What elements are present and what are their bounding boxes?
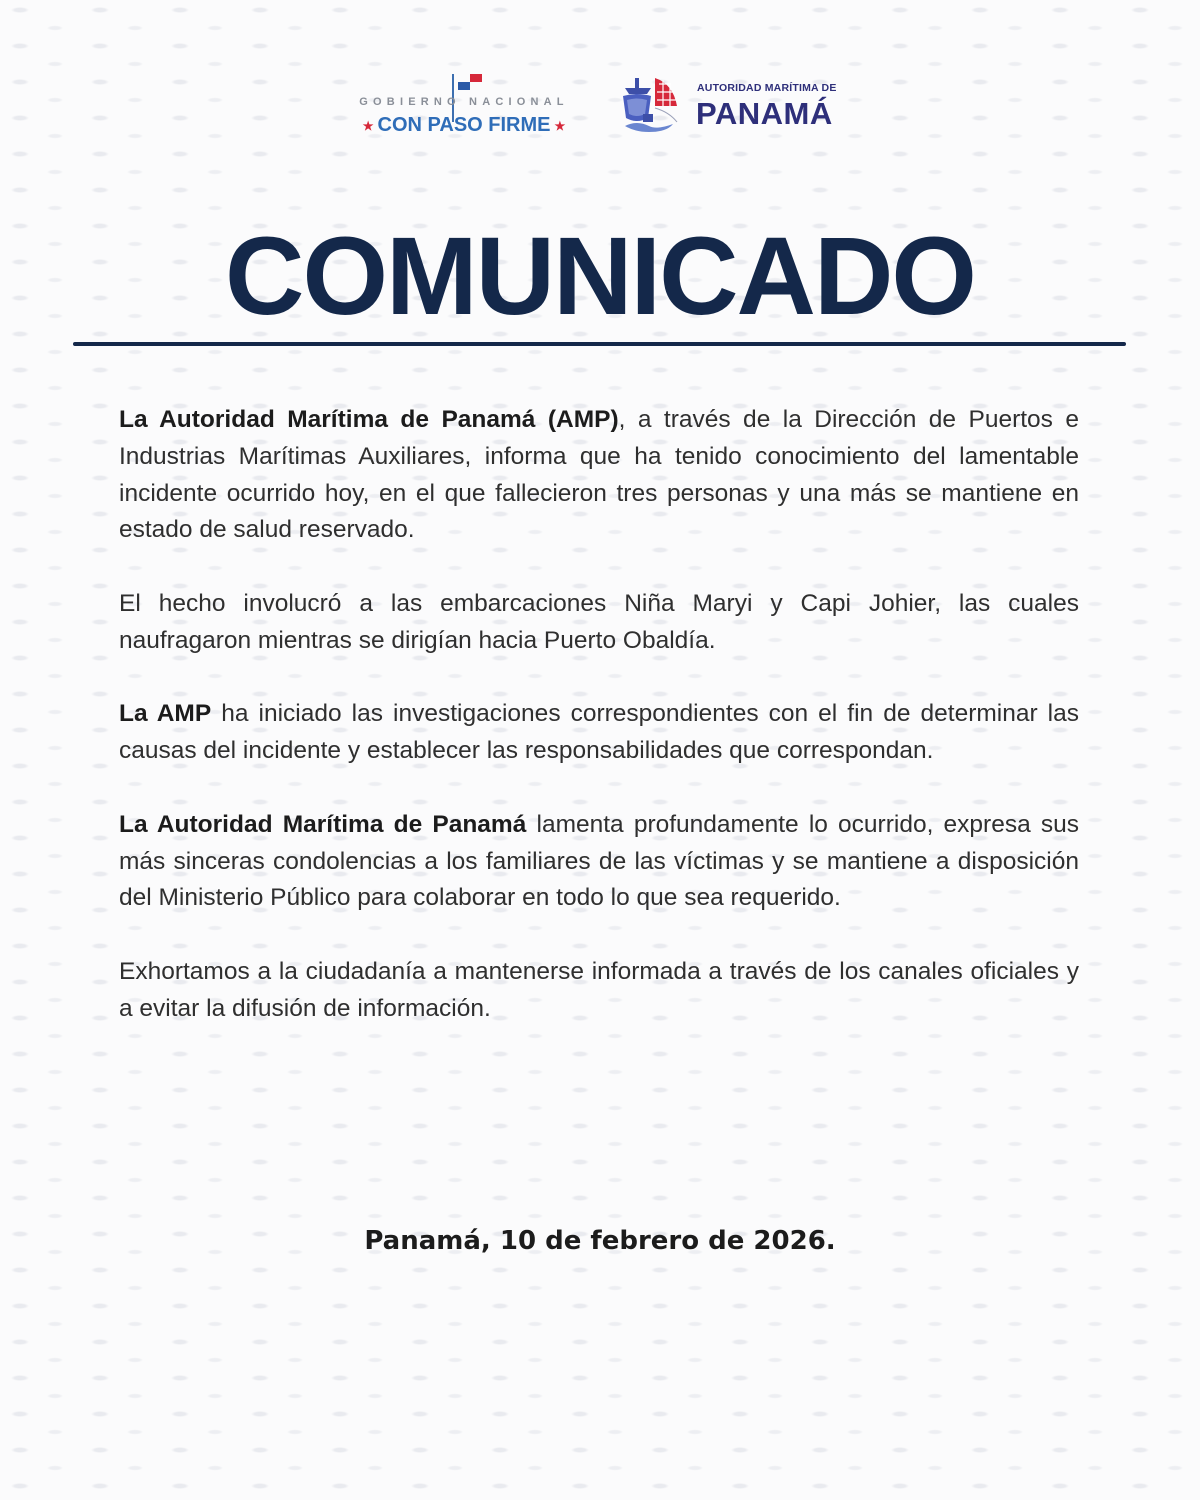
star-icon: ★ [554,118,566,133]
gobierno-nacional-logo [346,72,582,142]
paragraph-text: El hecho involucró a las embarcaciones Niña Maryi y Capi Johier, las cuales naufragaron mientras se dirigían hacia Puerto Obaldía. [119,589,1079,654]
gobierno-logo-line2 [346,114,582,137]
paragraph-text: lamenta profundamente lo ocurrido, expresa sus más sinceras condolencias a los familiares de las víctimas y se mantiene a disposición del Ministerio Público para colaborar en todo lo que sea requerido. [119,810,1079,912]
statement-body [119,402,1079,1064]
paragraph-bold-lead: La Autoridad Marítima de Panamá [119,810,527,838]
amp-logo [617,74,857,138]
paragraph [119,696,1079,770]
amp-logo-line1: AUTORIDAD MARÍTIMA DE [697,82,837,94]
paragraph-text: ha iniciado las investigaciones correspondientes con el fin de determinar las causas del incidente y establecer las responsabilidades que correspondan. [119,700,1079,765]
gobierno-logo-slogan: CON PASO FIRME [377,114,551,136]
paragraph [119,586,1079,660]
header-logos [0,72,1200,142]
paragraph-bold-lead: La AMP [119,700,212,728]
panama-flag-icon [458,72,484,92]
paragraph-text: , a través de la Dirección de Puertos e Industrias Marítimas Auxiliares, informa que ha tenido conocimiento del lamentable incidente ocurrido hoy, en el que fallecieron tres personas y una más se mantiene en estado de salud reservado. [119,406,1079,544]
gobierno-logo-line1: GOBIERNO NACIONAL [359,96,569,108]
page-title: COMUNICADO [225,215,975,338]
paragraph-bold-lead: La Autoridad Marítima de Panamá (AMP) [119,406,619,433]
amp-emblem-icon [617,74,687,136]
paragraph [119,402,1079,549]
paragraph-text: Exhortamos a la ciudadanía a mantenerse informada a través de los canales oficiales y a evitar la difusión de información. [119,957,1079,1022]
paragraph [119,807,1079,917]
amp-logo-line2: PANAMÁ [696,96,833,131]
date-line: Panamá, 10 de febrero de 2026. [364,1226,836,1256]
paragraph [119,954,1079,1028]
star-icon: ★ [362,118,374,133]
title-divider [73,342,1126,346]
